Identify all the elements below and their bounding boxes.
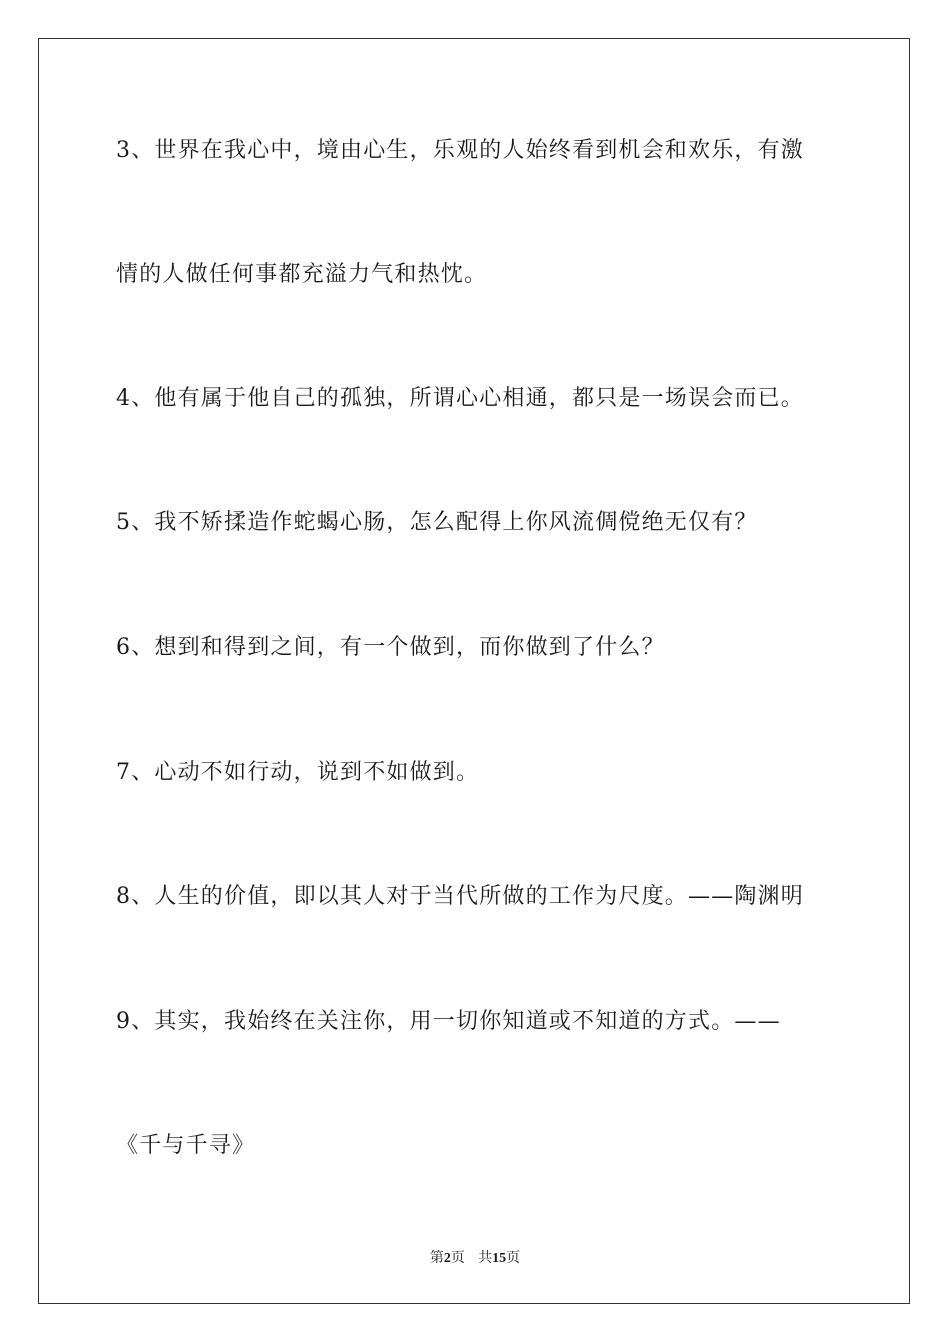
text-line-5: 6、想到和得到之间，有一个做到，而你做到了什么？ xyxy=(116,635,665,660)
text-line-8: 9、其实，我始终在关注你，用一切你知道或不知道的方式。—— xyxy=(116,1009,781,1034)
text-line-9: 《千与千寻》 xyxy=(116,1133,256,1158)
text-line-7: 8、人生的价值，即以其人对于当代所做的工作为尺度。——陶渊明 xyxy=(116,884,804,909)
page-footer xyxy=(0,1247,950,1267)
total-prefix: 共 xyxy=(478,1250,493,1266)
page-suffix: 页 xyxy=(450,1250,465,1266)
text-line-6: 7、心动不如行动，说到不如做到。 xyxy=(116,760,480,785)
text-line-3: 4、他有属于他自己的孤独，所谓心心相通，都只是一场误会而已。 xyxy=(116,386,804,411)
text-line-1: 3、世界在我心中，境由心生，乐观的人始终看到机会和欢乐，有激 xyxy=(116,138,804,163)
text-line-2: 情的人做任何事都充溢力气和热忱。 xyxy=(116,262,488,287)
total-pages: 15 xyxy=(492,1251,507,1266)
total-suffix: 页 xyxy=(506,1250,521,1266)
page-prefix: 第 xyxy=(429,1250,444,1266)
page-number: 2 xyxy=(443,1251,451,1266)
page-border xyxy=(38,38,910,1304)
text-line-4: 5、我不矫揉造作蛇蝎心肠，怎么配得上你风流倜傥绝无仅有？ xyxy=(116,510,758,535)
